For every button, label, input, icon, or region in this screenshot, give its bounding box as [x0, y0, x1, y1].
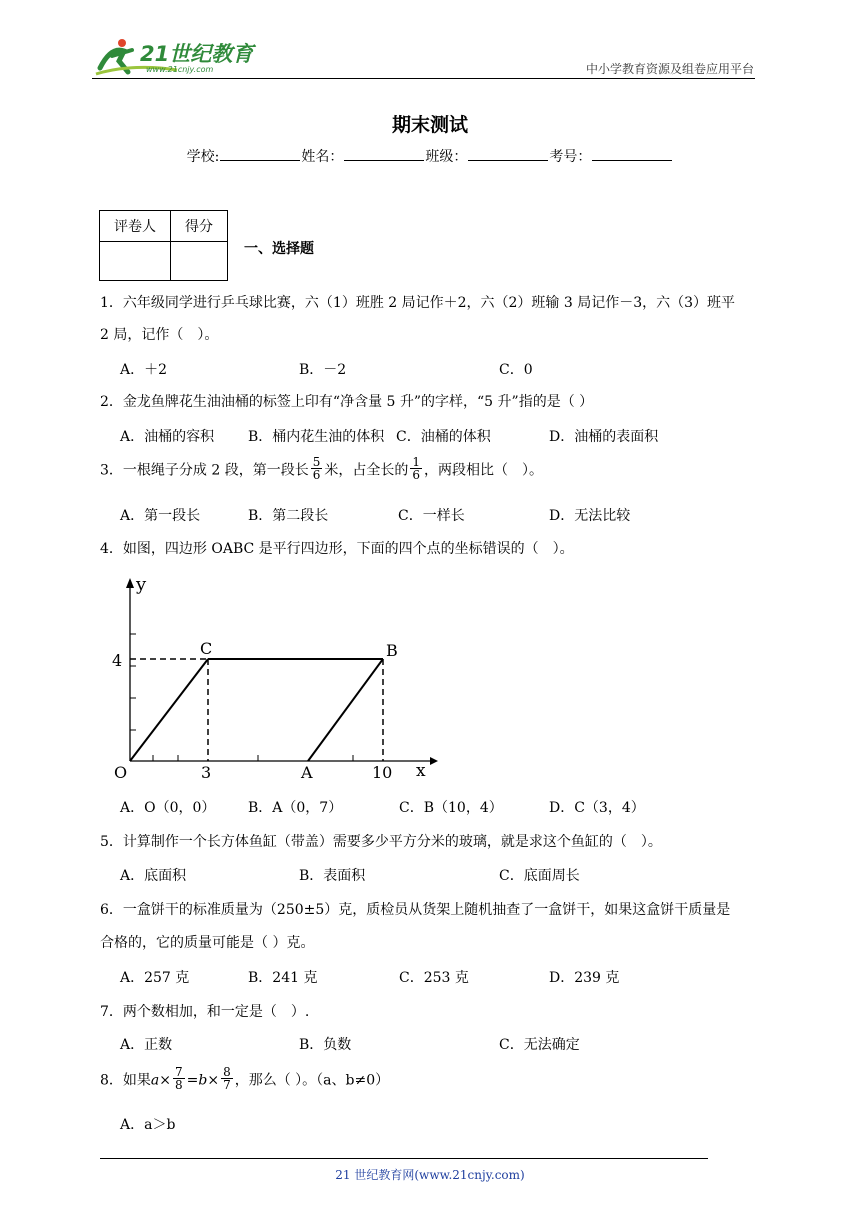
- q8-frac-b-numerator: 8: [223, 1065, 231, 1079]
- tick-label-4: 4: [112, 651, 123, 670]
- q2-option-a[interactable]: A．油桶的容积: [120, 429, 215, 445]
- q8-var-a: a: [150, 1072, 160, 1089]
- footer-divider: [100, 1158, 708, 1159]
- point-a-label: A: [301, 763, 313, 782]
- question-4-line-1: 4．如图，四边形 OABC 是平行四边形，下面的四个点的坐标错误的（ ）。: [100, 541, 574, 557]
- y-axis-arrow-icon: [126, 578, 134, 588]
- q1-option-b[interactable]: B．－2: [299, 362, 347, 378]
- point-c-label: C: [200, 639, 213, 658]
- q6-option-a[interactable]: A．257 克: [120, 970, 190, 986]
- header-divider: [92, 78, 755, 79]
- q6-option-d[interactable]: D．239 克: [549, 970, 620, 986]
- question-7-line-1: 7．两个数相加，和一定是（ ）.: [100, 1004, 310, 1020]
- q8-fraction-7-8: [173, 1066, 185, 1091]
- logo-mark-icon: [92, 34, 262, 80]
- parallelogram-figure: [108, 574, 438, 784]
- name-label: 姓名：: [301, 149, 344, 165]
- side-ba: [308, 659, 383, 761]
- tick-label-10: 10: [372, 763, 393, 782]
- question-6-line-2: 合格的，它的质量可能是（ ）克。: [100, 935, 315, 951]
- q2-option-d[interactable]: D．油桶的表面积: [549, 429, 659, 445]
- question-3-line-1: [100, 455, 543, 483]
- q3-option-a[interactable]: A．第一段长: [120, 508, 201, 524]
- q8-fraction-8-7: [221, 1066, 233, 1091]
- page-title: 期末测试: [391, 114, 468, 136]
- q4-option-d[interactable]: D．C（3，4）: [549, 800, 645, 816]
- q4-option-b[interactable]: B．A（0，7）: [248, 800, 343, 816]
- q5-option-c[interactable]: C．底面周长: [499, 868, 580, 884]
- svg-text:www.21cnjy.com: www.21cnjy.com: [146, 65, 214, 74]
- exam-no-blank[interactable]: [592, 146, 672, 161]
- q7-option-b[interactable]: B．负数: [299, 1037, 352, 1053]
- q3-option-c[interactable]: C．一样长: [398, 508, 465, 524]
- q7-option-a[interactable]: A．正数: [120, 1037, 173, 1053]
- class-label: 班级：: [425, 149, 468, 165]
- question-1-line-1: 1．六年级同学进行乒乓球比赛，六（1）班胜 2 局记作＋2，六（2）班输 3 局记作－3，六（3）班平: [100, 295, 736, 311]
- q3-frac2-denominator: 6: [412, 468, 420, 482]
- q3-option-b[interactable]: B．第二段长: [248, 508, 329, 524]
- q3-frac1-denominator: 6: [312, 468, 321, 482]
- q6-option-b[interactable]: B．241 克: [248, 970, 318, 986]
- point-b-label: B: [386, 641, 398, 660]
- q3-frac1-numerator: 5: [312, 455, 321, 469]
- q8-times-2: ×: [207, 1072, 220, 1089]
- q2-option-c[interactable]: C．油桶的体积: [396, 429, 491, 445]
- student-info-row: [0, 146, 860, 166]
- score-table: [99, 210, 228, 281]
- q3-text-3: ，两段相比（ ）。: [424, 462, 543, 479]
- y-axis-label: y: [136, 574, 147, 595]
- logo: [92, 34, 262, 80]
- q8-frac-a-denominator: 8: [175, 1078, 183, 1092]
- question-1-line-2: 2 局，记作（ ）。: [100, 327, 219, 343]
- q3-text-1: 3．一根绳子分成 2 段，第一段长: [100, 462, 309, 479]
- question-6-line-1: 6．一盒饼干的标准质量为（250±5）克，质检员从货架上随机抽查了一盒饼干，如果这盒饼干质量是: [100, 902, 731, 918]
- score-header: 得分: [171, 211, 228, 242]
- score-cell[interactable]: [171, 242, 228, 281]
- q4-option-c[interactable]: C．B（10，4）: [399, 800, 503, 816]
- tick-label-3: 3: [201, 763, 212, 782]
- footer-link[interactable]: 21 世纪教育网(www.21cnjy.com): [335, 1168, 525, 1182]
- class-blank[interactable]: [468, 146, 548, 161]
- q3-text-2: 米，占全长的: [324, 462, 409, 479]
- q1-option-c[interactable]: C．0: [499, 362, 533, 378]
- x-axis-label: x: [416, 761, 426, 781]
- q3-fraction-first-length: [311, 456, 323, 481]
- name-blank[interactable]: [344, 146, 424, 161]
- q8-var-b: b: [198, 1072, 208, 1089]
- platform-name: 中小学教育资源及组卷应用平台: [585, 62, 754, 76]
- svg-text:21世纪教育: 21世纪教育: [140, 42, 254, 66]
- q4-option-a[interactable]: A．O（0，0）: [120, 800, 216, 816]
- q3-frac2-numerator: 1: [412, 455, 420, 469]
- grader-cell[interactable]: [100, 242, 171, 281]
- q2-option-b[interactable]: B．桶内花生油的体积: [248, 429, 385, 445]
- question-8-line-1: [100, 1065, 390, 1093]
- side-oc: [130, 659, 208, 761]
- grader-header: 评卷人: [100, 211, 171, 242]
- q5-option-b[interactable]: B．表面积: [299, 868, 366, 884]
- x-axis-arrow-icon: [430, 757, 438, 765]
- q8-prefix: 8．如果: [100, 1072, 151, 1089]
- exam-no-label: 考号：: [549, 149, 592, 165]
- q8-times-1: ×: [159, 1072, 172, 1089]
- question-5-line-1: 5．计算制作一个长方体鱼缸（带盖）需要多少平方分米的玻璃，就是求这个鱼缸的（ ）。: [100, 834, 662, 850]
- school-label: 学校:: [186, 149, 220, 165]
- q3-fraction-share: [410, 456, 422, 481]
- q3-option-d[interactable]: D．无法比较: [549, 508, 631, 524]
- q8-option-a[interactable]: A．a＞b: [120, 1117, 176, 1133]
- q5-option-a[interactable]: A．底面积: [120, 868, 187, 884]
- q8-frac-b-denominator: 7: [223, 1078, 231, 1092]
- school-blank[interactable]: [220, 146, 300, 161]
- section-title: 一、选择题: [244, 241, 314, 257]
- q8-suffix: ，那么（ ）。（a、b≠0）: [234, 1072, 390, 1089]
- q1-option-a[interactable]: A．＋2: [120, 362, 168, 378]
- point-o-label: O: [114, 763, 128, 782]
- q8-frac-a-numerator: 7: [175, 1065, 183, 1079]
- question-2-line-1: 2．金龙鱼牌花生油油桶的标签上印有“净含量 5 升”的字样，“5 升”指的是（ ）: [100, 394, 594, 410]
- q6-option-c[interactable]: C．253 克: [399, 970, 469, 986]
- q8-equals: =: [186, 1072, 199, 1089]
- q7-option-c[interactable]: C．无法确定: [499, 1037, 580, 1053]
